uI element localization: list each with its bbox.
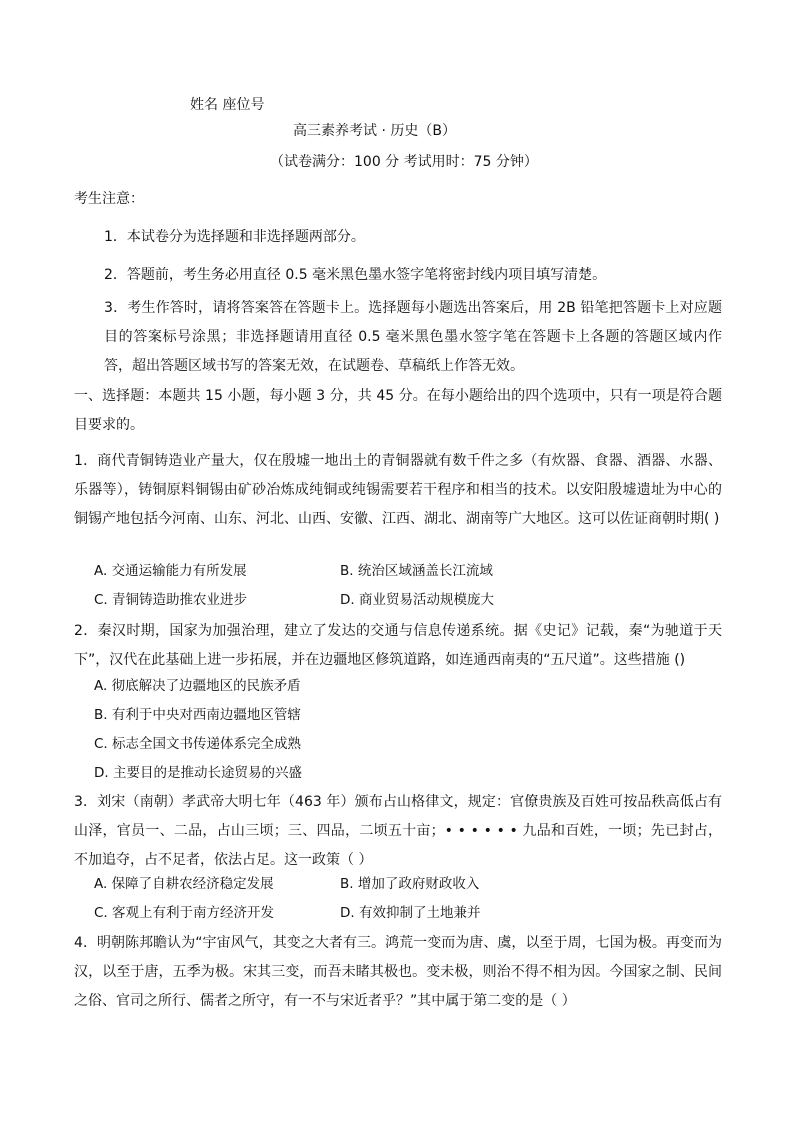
question-3-option-d: D. 有效抑制了土地兼并 (340, 905, 481, 921)
question-2-option-c: C. 标志全国文书传递体系完全成熟 (94, 736, 302, 752)
exam-subtitle: （试卷满分：100 分 考试用时：75 分钟） (270, 154, 538, 170)
name-seat-field: 姓名 座位号 (190, 97, 265, 113)
question-3-option-c: C. 客观上有利于南方经济开发 (94, 905, 275, 921)
question-1-option-d: D. 商业贸易活动规模庞大 (340, 592, 494, 608)
question-4-stem: 4．明朝陈邦瞻认为“宇宙风气，其变之大者有三。鸿荒一变而为唐、虞，以至于周，七国为极。再变而为汉，以至于唐，五季为极。宋其三变，而吾未睹其极也。变未极，则治不得不相为因。今国家之制、民间之俗、官司之所行、儒者之所守，有一不与宋近者乎？”其中属于第二变的是（ ） (74, 935, 722, 1009)
question-3-stem: 3．刘宋（南朝）孝武帝大明七年（463 年）颁布占山格律文，规定：官僚贵族及百姓可按品秩高低占有山泽，官员一、二品，占山三顷；三、四品，二顷五十亩；• • • • • • 九品和百姓，一顷；先已封占，不加追夺，占不足者，依法占足。这一政策（ ） (74, 794, 722, 868)
question-2-option-a: A. 彻底解决了边疆地区的民族矛盾 (94, 678, 301, 694)
section-title: 一、选择题：本题共 15 小题，每小题 3 分，共 45 分。在每小题给出的四个选项中，只有一项是符合题目要求的。 (74, 388, 722, 433)
question-1-option-c: C. 青铜铸造助推农业进步 (94, 592, 248, 608)
notice-item-3 (104, 294, 722, 381)
question-1-option-a: A. 交通运输能力有所发展 (94, 563, 247, 579)
question-2-option-d: D. 主要目的是推动长途贸易的兴盛 (94, 765, 302, 781)
question-1-option-b: B. 统治区域涵盖长江流域 (340, 563, 493, 579)
question-2-stem: 2．秦汉时期，国家为加强治理，建立了发达的交通与信息传递系统。据《史记》记载，秦“为驰道于天下”，汉代在此基础上进一步拓展，并在边疆地区修筑道路，如连通西南夷的“五尺道”。这些措施 () (74, 623, 722, 668)
question-3-option-a: A. 保障了自耕农经济稳定发展 (94, 876, 274, 892)
exam-title: 高三素养考试 · 历史（B） (293, 123, 456, 139)
notice-item-1: 1．本试卷分为选择题和非选择题两部分。 (104, 229, 365, 245)
question-1-stem: 1．商代青铜铸造业产量大，仅在殷墟一地出土的青铜器就有数千件之多（有炊器、食器、酒器、水器、乐器等），铸铜原料铜锡由矿砂冶炼成纯铜或纯锡需要若干程序和相当的技术。以安阳殷墟遗址为中心的铜锡产地包括今河南、山东、河北、山西、安徽、江西、湖北、湖南等广大地区。这可以佐证商朝时期( ) (74, 453, 722, 527)
notice-item-3-text: 3．考生作答时，请将答案答在答题卡上。选择题每小题选出答案后，用 2B 铅笔把答题卡上对应题目的答案标号涂黑；非选择题请用直径 0.5 毫米黑色墨水签字笔在答题卡上各题的答题区域内作答，超出答题区域书写的答案无效，在试题卷、草稿纸上作答无效。 (104, 300, 722, 374)
question-2-option-b: B. 有利于中央对西南边疆地区管辖 (94, 707, 301, 723)
notice-item-2: 2．答题前，考生务必用直径 0.5 毫米黑色墨水签字笔将密封线内项目填写清楚。 (104, 267, 607, 283)
question-3-option-b: B. 增加了政府财政收入 (340, 876, 480, 892)
notice-heading: 考生注意： (74, 191, 144, 207)
